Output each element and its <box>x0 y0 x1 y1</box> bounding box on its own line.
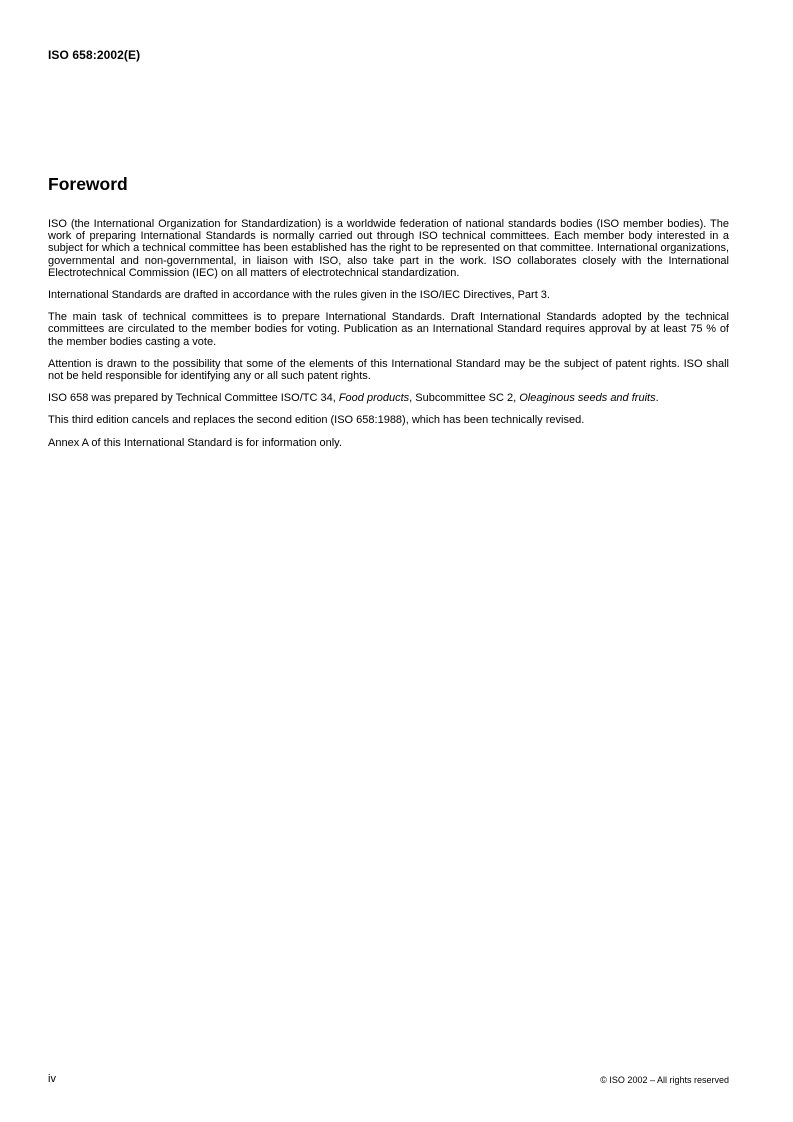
foreword-body <box>48 218 729 459</box>
page-number: iv <box>48 1073 56 1085</box>
copyright-notice: © ISO 2002 – All rights reserved <box>600 1075 729 1085</box>
document-reference: ISO 658:2002(E) <box>48 48 141 62</box>
paragraph-iso-overview: ISO (the International Organization for Standardization) is a worldwide federation of national standards bodies (ISO member bodies). The work of preparing International Standards is normally carried out through ISO technical committees. Each member body interested in a subject for which a technical committee has been established has the right to be represented on that committee. International organizations, governmental and non-governmental, in liaison with ISO, also take part in the work. ISO collaborates closely with the International Electrotechnical Commission (IEC) on all matters of electrotechnical standardization. <box>48 218 729 279</box>
prepared-by-text-1: ISO 658 was prepared by Technical Committee ISO/TC 34, <box>48 392 339 405</box>
paragraph-edition: This third edition cancels and replaces the second edition (ISO 658:1988), which has been technically revised. <box>48 414 585 427</box>
prepared-by-text-2: , Subcommittee SC 2, <box>409 392 520 405</box>
section-title: Foreword <box>48 174 128 194</box>
subcommittee-name: Oleaginous seeds and fruits <box>519 392 656 405</box>
paragraph-patent-rights: Attention is drawn to the possibility that some of the elements of this International Standard may be the subject of patent rights. ISO shall not be held responsible for identifying any or all such patent rights. <box>48 357 729 383</box>
paragraph-annex: Annex A of this International Standard is for information only. <box>48 436 342 449</box>
paragraph-prepared-by <box>48 392 729 404</box>
paragraph-directives: International Standards are drafted in accordance with the rules given in the ISO/IEC Directives, Part 3. <box>48 289 550 302</box>
committee-name: Food products <box>338 392 410 405</box>
paragraph-committee-task: The main task of technical committees is to prepare International Standards. Draft International Standards adopted by the technical committees are circulated to the member bodies for voting. Publication as an International Standard requires approval by at least 75 % of the member bodies casting a vote. <box>48 311 729 348</box>
prepared-by-text-3: . <box>655 392 659 405</box>
